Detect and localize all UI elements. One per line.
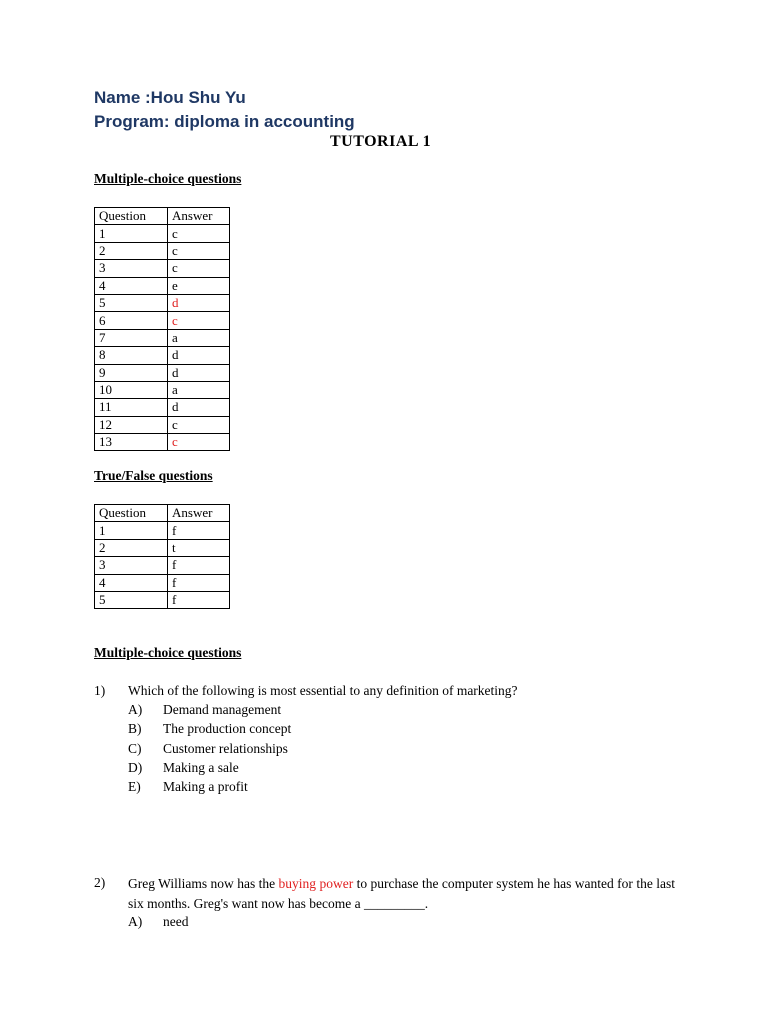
answer-cell: c [168,260,230,277]
mcq-answer-table [94,207,230,451]
question-number: 2) [94,875,106,890]
answer-cell: f [168,591,230,608]
answer-cell: f [168,557,230,574]
answer-cell: c [168,225,230,242]
option-text: The production concept [163,721,292,736]
highlighted-phrase: buying power [278,876,354,891]
question-cell: 4 [95,574,168,591]
page-title: TUTORIAL 1 [330,133,432,150]
column-header-answer: Answer [168,505,230,522]
question-cell: 12 [95,416,168,433]
question-cell: 5 [95,591,168,608]
mcq-section-heading: Multiple-choice questions [94,171,242,186]
option-letter: E) [128,779,141,794]
column-header-answer: Answer [168,208,230,225]
true-false-section-heading: True/False questions [94,468,213,483]
answer-cell: e [168,277,230,294]
question-text-end: to purchase the computer system he has wanted for the last six months. Greg's want now has become a _________. [128,876,676,911]
option-text: Making a sale [163,760,239,775]
question-cell: 13 [95,434,168,451]
column-header-question: Question [95,208,168,225]
answer-cell-highlighted: c [168,312,230,329]
table-row [95,539,230,556]
question-cell: 2 [95,539,168,556]
table-row [95,260,230,277]
table-row [95,312,230,329]
question-cell: 1 [95,522,168,539]
table-row [95,434,230,451]
option-letter: A) [128,914,143,929]
table-row [95,416,230,433]
question-cell: 5 [95,294,168,311]
answer-cell: c [168,242,230,259]
question-cell: 7 [95,329,168,346]
question-text: Which of the following is most essential to any definition of marketing? [128,683,518,698]
answer-cell: d [168,364,230,381]
question-cell: 3 [95,557,168,574]
table-row [95,399,230,416]
answer-cell: c [168,416,230,433]
table-row [95,242,230,259]
table-row [95,225,230,242]
question-text [128,874,675,913]
table-row [95,557,230,574]
answer-cell: t [168,539,230,556]
question-cell: 6 [95,312,168,329]
answer-cell: f [168,574,230,591]
answer-cell-highlighted: c [168,434,230,451]
answer-cell: d [168,399,230,416]
student-name: Name :Hou Shu Yu [94,88,246,107]
question-cell: 10 [95,381,168,398]
answer-cell: a [168,381,230,398]
answer-cell: d [168,347,230,364]
question-cell: 8 [95,347,168,364]
table-row [95,347,230,364]
option-text: Making a profit [163,779,248,794]
question-cell: 11 [95,399,168,416]
option-text: Customer relationships [163,741,288,756]
table-header-row [95,208,230,225]
program-name: Program: diploma in accounting [94,112,355,131]
table-row [95,574,230,591]
table-row [95,591,230,608]
table-header-row [95,505,230,522]
option-text: Demand management [163,702,282,717]
answer-cell-highlighted: d [168,294,230,311]
question-number: 1) [94,683,106,698]
table-row [95,522,230,539]
table-row [95,294,230,311]
question-cell: 1 [95,225,168,242]
table-row [95,329,230,346]
option-text: need [163,914,189,929]
table-row [95,364,230,381]
option-letter: D) [128,760,143,775]
table-row [95,381,230,398]
true-false-answer-table [94,504,230,609]
table-row [95,277,230,294]
answer-cell: f [168,522,230,539]
option-letter: A) [128,702,143,717]
question-cell: 2 [95,242,168,259]
option-letter: C) [128,741,142,756]
question-cell: 9 [95,364,168,381]
answer-cell: a [168,329,230,346]
mcq-section-heading-2: Multiple-choice questions [94,645,242,660]
question-text-start: Greg Williams now has the [128,876,276,891]
column-header-question: Question [95,505,168,522]
question-cell: 3 [95,260,168,277]
question-cell: 4 [95,277,168,294]
option-letter: B) [128,721,142,736]
